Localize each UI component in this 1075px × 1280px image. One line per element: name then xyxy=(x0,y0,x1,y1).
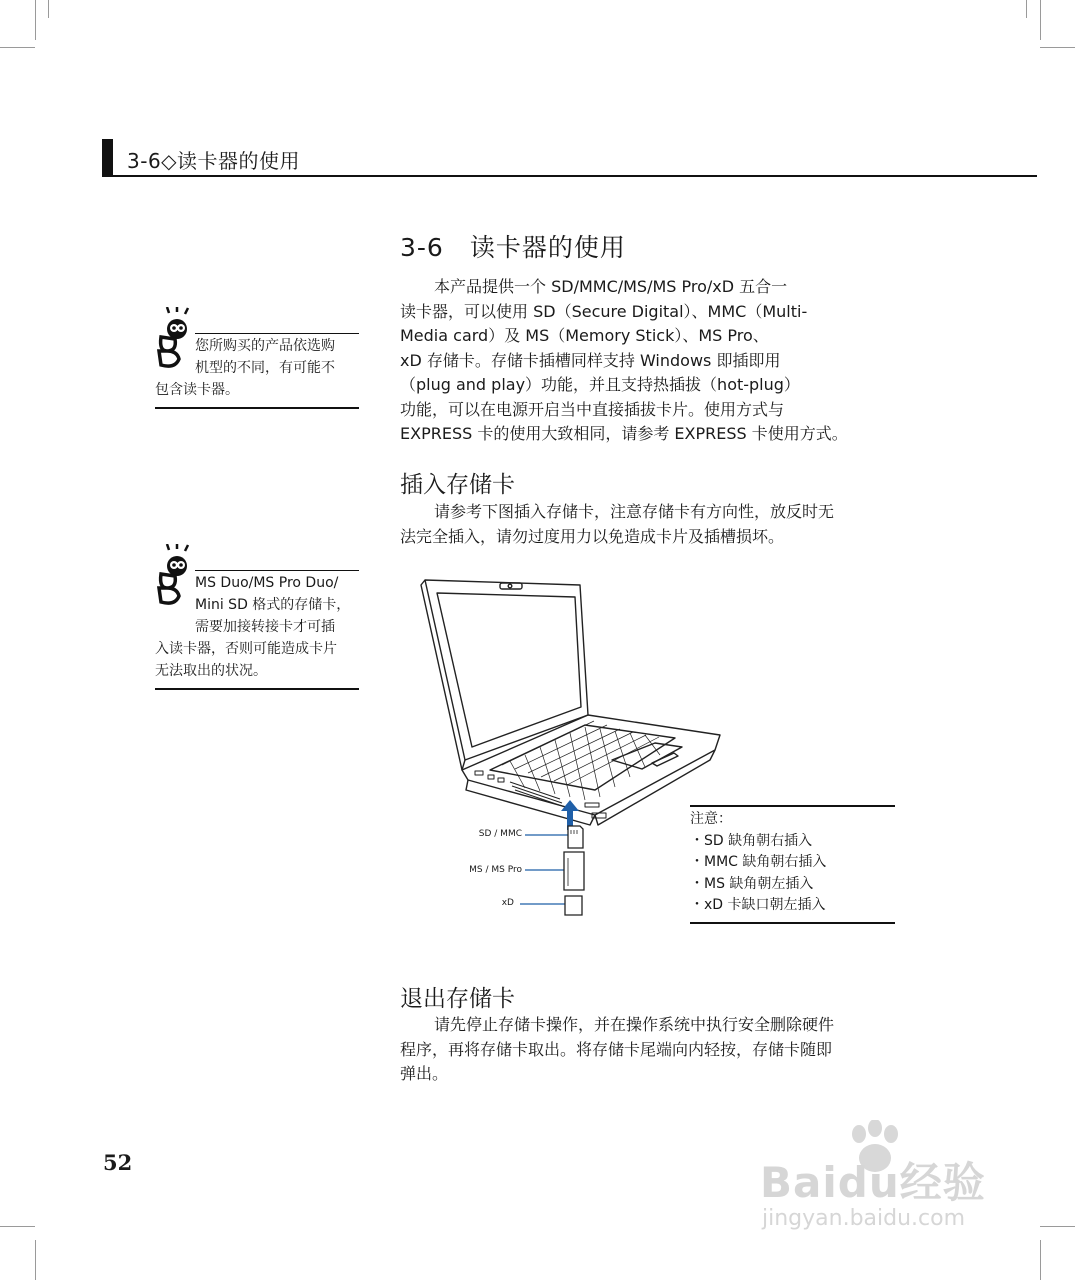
ms-label: MS / MS Pro xyxy=(469,865,522,875)
eject-title: 退出存储卡 xyxy=(400,986,515,1012)
insert-line: 请参考下图插入存储卡，注意存储卡有方向性，放反时无 xyxy=(434,502,835,521)
note-line: 机型的不同，有可能不 xyxy=(195,360,335,376)
crop-mark xyxy=(0,47,35,48)
note-bottom-rule xyxy=(155,407,359,409)
note-top-rule xyxy=(195,333,359,334)
intro-line: 功能，可以在电源开启当中直接插拔卡片。使用方式与 xyxy=(400,399,785,419)
intro-line: 读卡器，可以使用 SD（Secure Digital）、MMC（Multi- xyxy=(400,301,808,321)
caution-item: ・xD 卡缺口朝左插入 xyxy=(690,897,826,913)
insert-title: 插入存储卡 xyxy=(400,472,515,498)
crop-mark xyxy=(35,1240,36,1280)
crop-mark xyxy=(1026,0,1027,18)
watermark-url: jingyan.baidu.com xyxy=(762,1206,966,1231)
note-line: Mini SD 格式的存储卡， xyxy=(195,597,351,613)
intro-line: EXPRESS 卡的使用大致相同，请参考 EXPRESS 卡使用方式。 xyxy=(400,424,848,443)
caution-top-rule xyxy=(690,805,895,807)
note-line: 包含读卡器。 xyxy=(155,382,239,398)
crop-mark xyxy=(1040,47,1075,48)
eject-line: 弹出。 xyxy=(400,1064,449,1083)
watermark-brand: Baidu经验 xyxy=(760,1158,986,1207)
intro-line: Media card）及 MS（Memory Stick）、MS Pro、 xyxy=(400,326,769,345)
eject-line: 程序，再将存储卡取出。将存储卡尾端向内轻按，存储卡随即 xyxy=(400,1039,833,1059)
crop-mark xyxy=(35,0,36,40)
note-line: 入读卡器，否则可能造成卡片 xyxy=(155,641,337,657)
header-bar xyxy=(102,139,113,176)
crop-mark xyxy=(1040,1240,1041,1280)
caution-box xyxy=(690,805,895,917)
baidu-watermark xyxy=(760,1120,1010,1240)
laptop-illustration xyxy=(420,575,730,830)
header-rule xyxy=(102,175,1037,177)
side-note xyxy=(155,570,359,690)
insert-paragraph xyxy=(400,500,895,549)
eject-paragraph xyxy=(400,1013,895,1087)
crop-mark xyxy=(1040,0,1041,40)
xd-label: xD xyxy=(501,898,514,908)
crop-mark xyxy=(0,1226,35,1227)
caution-title: 注意： xyxy=(690,811,732,827)
crop-mark xyxy=(48,0,49,18)
note-line: MS Duo/MS Pro Duo/ xyxy=(195,575,339,591)
intro-line: xD 存储卡。存储卡插槽同样支持 Windows 即插即用 xyxy=(400,350,781,370)
caution-item: ・MMC 缺角朝右插入 xyxy=(690,854,827,870)
intro-line: 本产品提供一个 SD/MMC/MS/MS Pro/xD 五合一 xyxy=(434,277,788,296)
ms-card-icon xyxy=(564,852,584,890)
page-number: 52 xyxy=(103,1150,133,1175)
insert-line: 法完全插入，请勿过度用力以免造成卡片及插槽损坏。 xyxy=(400,526,785,546)
eject-line: 请先停止存储卡操作，并在操作系统中执行安全删除硬件 xyxy=(434,1015,835,1034)
caution-item: ・MS 缺角朝左插入 xyxy=(690,875,814,892)
note-line: 需要加接转接卡才可插 xyxy=(195,619,335,635)
xd-card-icon xyxy=(565,896,582,915)
caution-bottom-rule xyxy=(690,922,895,924)
note-line: 您所购买的产品依选购 xyxy=(195,338,335,354)
sd-card-icon xyxy=(568,826,583,848)
note-bottom-rule xyxy=(155,688,359,690)
card-diagram xyxy=(520,818,590,923)
sd-mmc-label: SD / MMC xyxy=(478,829,522,839)
intro-paragraph xyxy=(400,275,895,447)
note-line: 无法取出的状况。 xyxy=(155,663,267,679)
intro-line: （plug and play）功能，并且支持热插拔（hot-plug） xyxy=(400,375,800,394)
section-title: 3-6 读卡器的使用 xyxy=(400,233,626,262)
note-text xyxy=(155,335,359,401)
running-header: 3-6◇读卡器的使用 xyxy=(127,149,301,173)
note-text xyxy=(155,572,359,682)
side-note xyxy=(155,333,359,409)
note-top-rule xyxy=(195,570,359,571)
crop-mark xyxy=(1040,1226,1075,1227)
caution-item: ・SD 缺角朝右插入 xyxy=(690,832,813,849)
